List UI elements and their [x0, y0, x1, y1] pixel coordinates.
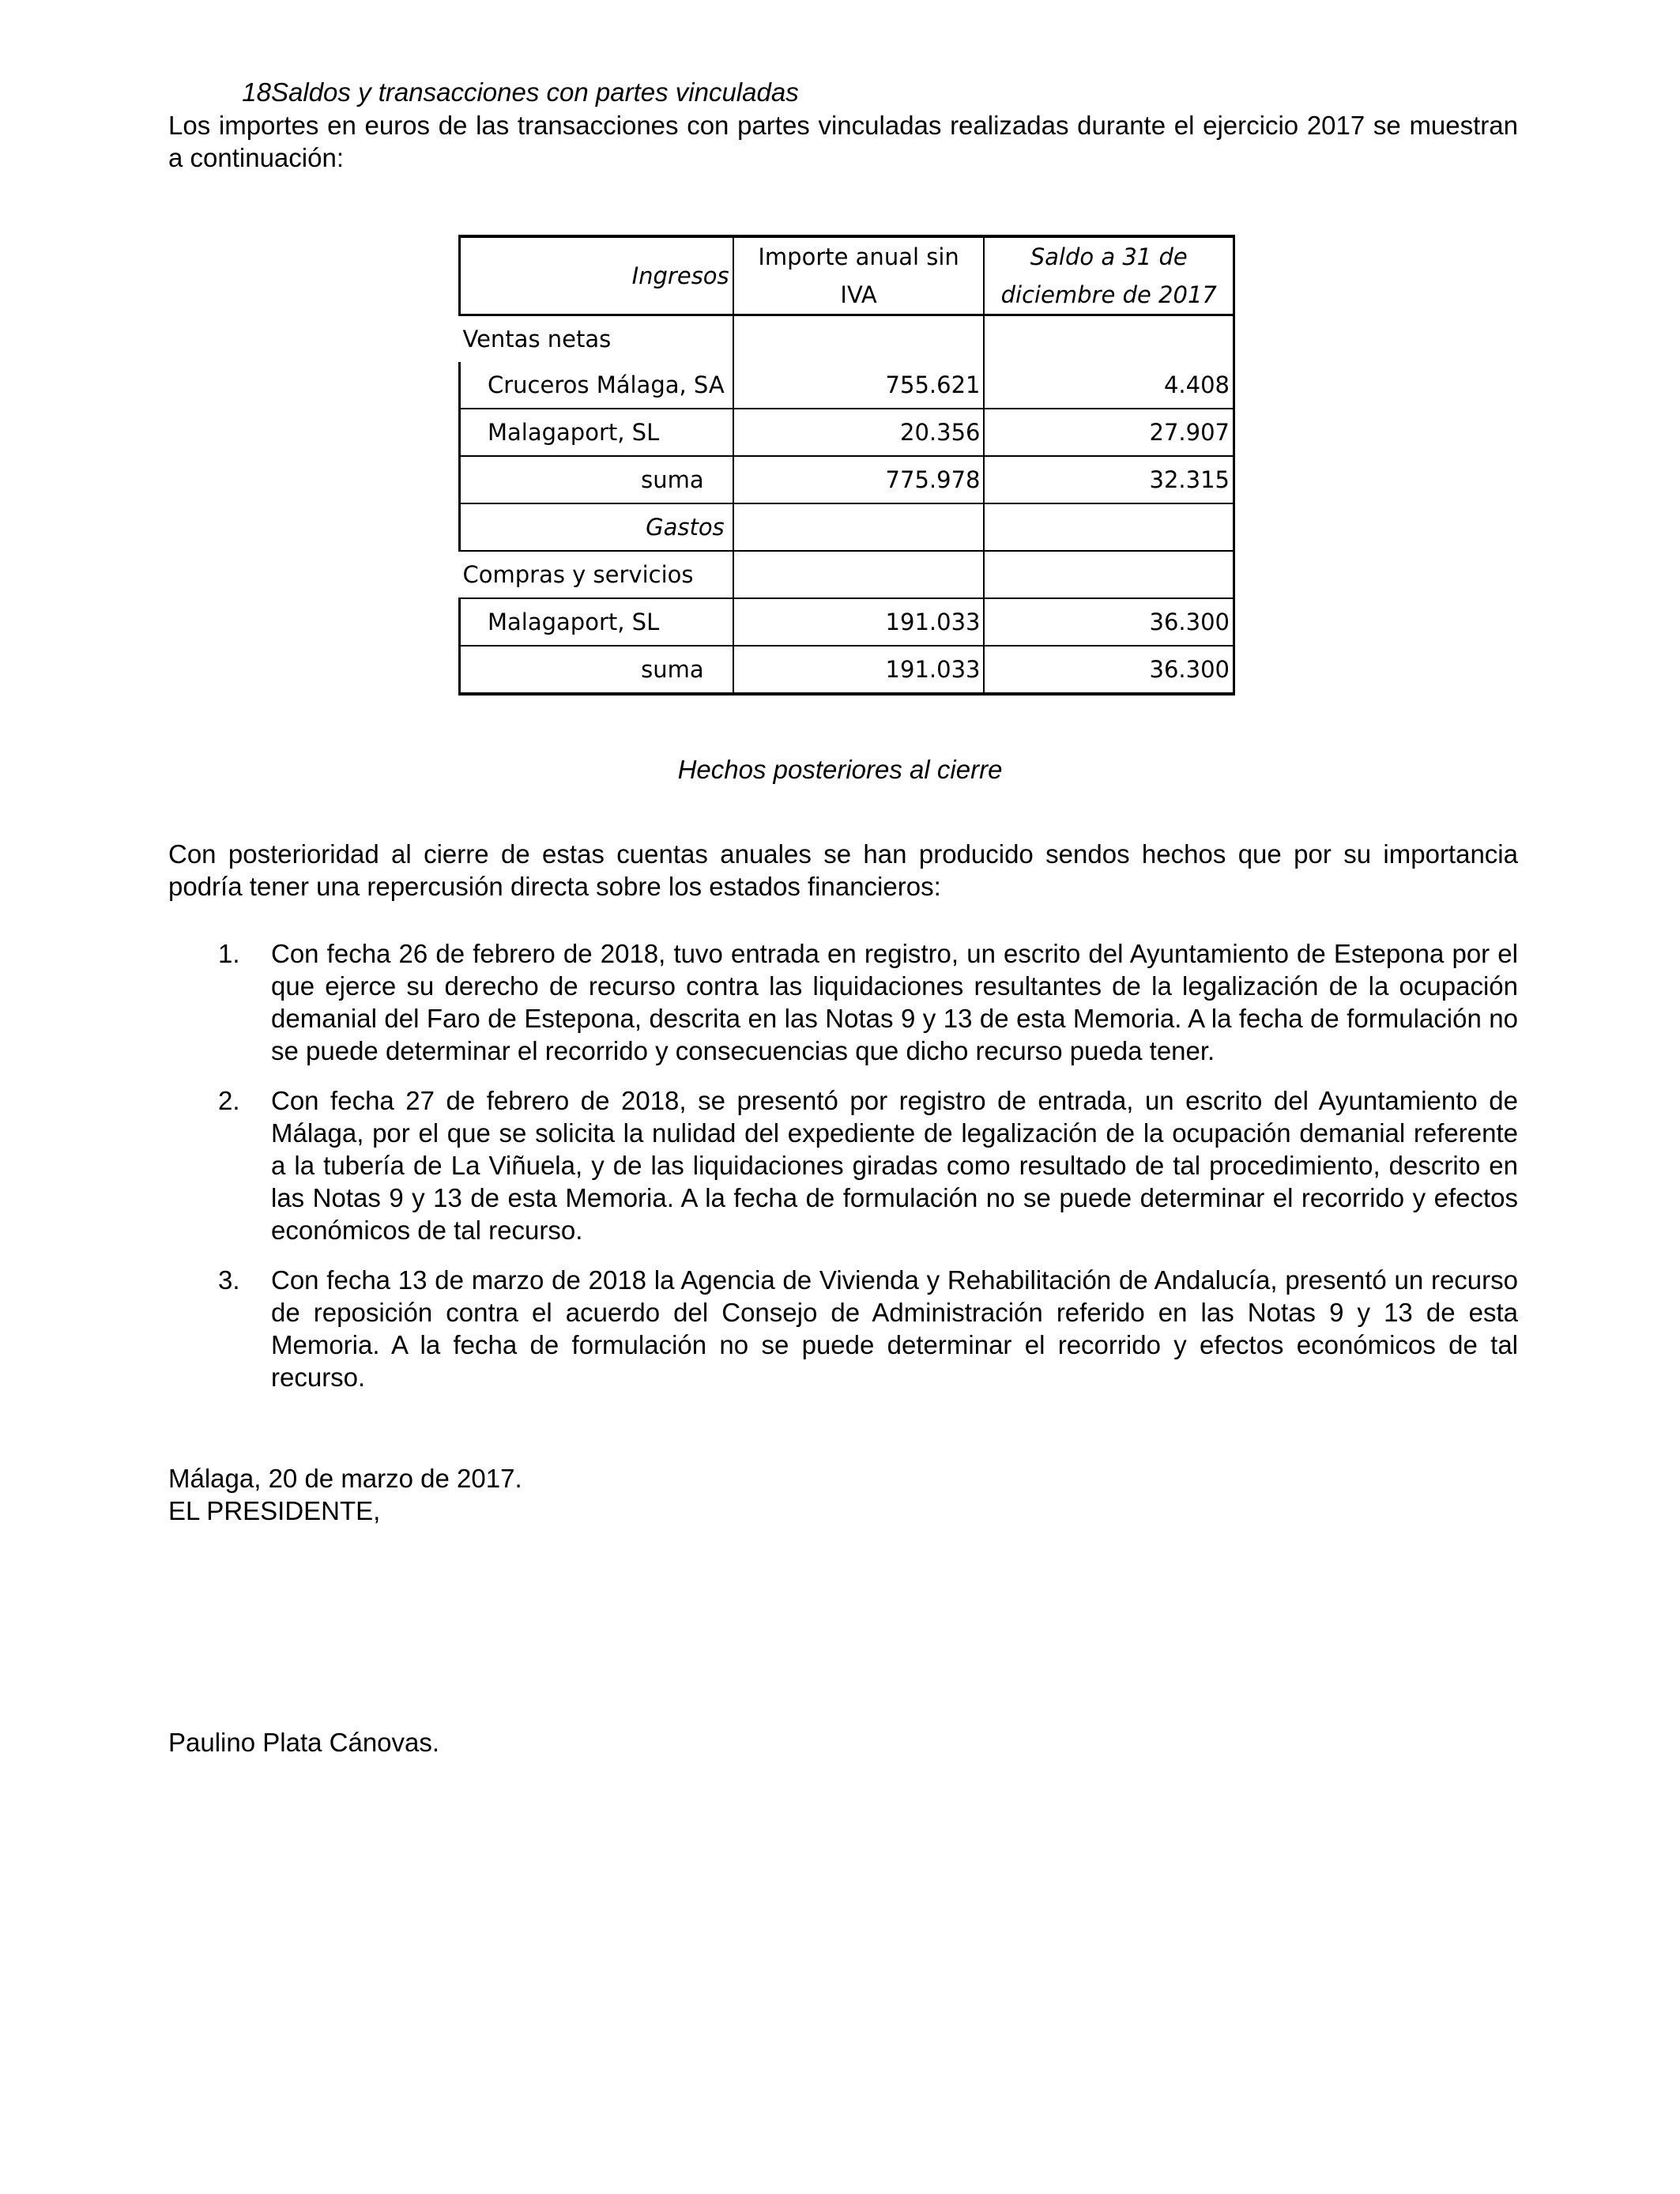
place-and-date: Málaga, 20 de marzo de 2017.: [168, 1464, 522, 1493]
empty-cell: [733, 551, 985, 598]
list-item-text: Con fecha 13 de marzo de 2018 la Agencia de Vivienda y Rehabilitación de Andalucía, presentó un recurso de reposición contra el acuerdo del Consejo de Administración referido en las Notas 9 y 13 de esta Memoria. A la fecha de formulación no se puede determinar el recorrido y efectos económicos de tal recurso.: [271, 1265, 1518, 1392]
sum-label: suma: [460, 646, 733, 694]
section-heading: [168, 76, 799, 108]
empty-cell: [984, 315, 1234, 363]
table-row: [460, 646, 1234, 694]
sum-amount: 775.978: [733, 456, 985, 503]
gastos-label: Gastos: [460, 503, 733, 551]
table-row: [460, 456, 1234, 503]
empty-cell: [984, 503, 1234, 551]
table-row: [460, 315, 1234, 363]
empty-cell: [733, 315, 985, 363]
entity-name: Malagaport, SL: [460, 598, 733, 646]
empty-cell: [984, 551, 1234, 598]
sum-label: suma: [460, 456, 733, 503]
list-item-text: Con fecha 27 de febrero de 2018, se presentó por registro de entrada, un escrito del Ayuntamiento de Málaga, por el que se solicita la nulidad del expediente de legalización de la ocupación demanial referente a la tubería de La Viñuela, y de las liquidaciones giradas como resultado de tal procedimiento, descrito en las Notas 9 y 13 de esta Memoria. A la fecha de formulación no se puede determinar el recorrido y efectos económicos de tal recurso.: [271, 1086, 1518, 1245]
sum-amount: 191.033: [733, 646, 985, 694]
table-header-row: [460, 236, 1234, 315]
table-row: [460, 503, 1234, 551]
subsequent-events-paragraph: Con posterioridad al cierre de estas cuentas anuales se han producido sendos hechos que por su importancia podría tener una repercusión directa sobre los estados financieros:: [168, 839, 1518, 901]
list-marker: 3.: [218, 1265, 240, 1295]
balance-value: 27.907: [984, 409, 1234, 456]
list-item: [168, 1084, 1518, 1246]
list-marker: 1.: [218, 939, 240, 968]
category-ventas-netas: Ventas netas: [462, 325, 612, 352]
section-title: Saldos y transacciones con partes vinculadas: [271, 77, 799, 107]
balance-value: 36.300: [984, 598, 1234, 646]
empty-cell: [733, 503, 985, 551]
sum-balance: 36.300: [984, 646, 1234, 694]
list-item: [168, 937, 1518, 1067]
header-ingresos: Ingresos: [460, 236, 733, 315]
section-number: 18: [242, 77, 271, 107]
list-marker: 2.: [218, 1086, 240, 1115]
table-row: [460, 551, 1234, 598]
amount-value: 20.356: [733, 409, 985, 456]
header-balance-line1: Saldo a 31 de: [1030, 243, 1188, 270]
header-balance: [984, 236, 1234, 315]
amount-value: 755.621: [733, 362, 985, 409]
amount-value: 191.033: [733, 598, 985, 646]
list-item: [168, 1264, 1518, 1393]
signatory-name: Paulino Plata Cánovas.: [168, 1728, 440, 1757]
table-row: [460, 409, 1234, 456]
header-amount-line2: IVA: [840, 281, 877, 308]
related-party-table: [458, 235, 1235, 696]
header-amount-line1: Importe anual sin: [758, 243, 959, 270]
table-row: [460, 598, 1234, 646]
intro-paragraph: Los importes en euros de las transacciones con partes vinculadas realizadas durante el ejercicio 2017 se muestran a continuación:: [168, 111, 1518, 172]
entity-name: Malagaport, SL: [460, 409, 733, 456]
sum-balance: 32.315: [984, 456, 1234, 503]
header-balance-line2: diciembre de 2017: [1000, 281, 1217, 308]
list-item-text: Con fecha 26 de febrero de 2018, tuvo entrada en registro, un escrito del Ayuntamiento de Estepona por el que ejerce su derecho de recurso contra las liquidaciones resultantes de la legalización de la ocupación demanial del Faro de Estepona, descrita en las Notas 9 y 13 de esta Memoria. A la fecha de formulación no se puede determinar el recorrido y consecuencias que dicho recurso pueda tener.: [271, 939, 1518, 1065]
subsequent-events-heading: Hechos posteriores al cierre: [677, 755, 1003, 784]
events-list: [168, 937, 1518, 1411]
category-compras-servicios: Compras y servicios: [460, 551, 733, 598]
signatory-title: EL PRESIDENTE,: [168, 1496, 381, 1525]
balance-value: 4.408: [984, 362, 1234, 409]
header-amount: [733, 236, 985, 315]
table-row: [460, 362, 1234, 409]
entity-name: Cruceros Málaga, SA: [460, 362, 733, 409]
